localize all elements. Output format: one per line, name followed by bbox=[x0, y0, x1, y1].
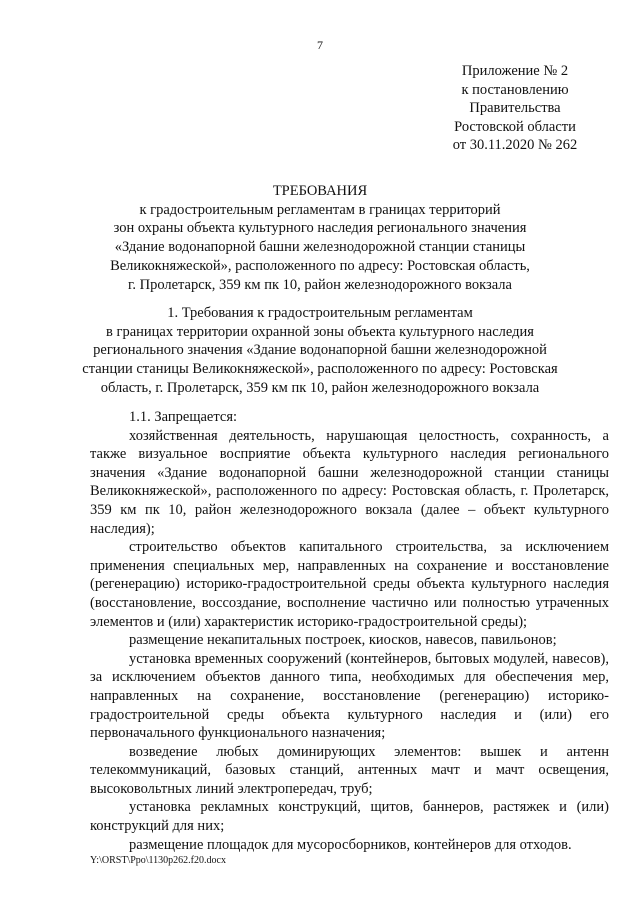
appendix-line: Ростовской области bbox=[454, 118, 576, 135]
clause-paragraph: размещение некапитальных построек, киосков, навесов, павильонов; bbox=[129, 632, 557, 649]
clause-intro: 1.1. Запрещается: bbox=[129, 409, 238, 425]
title-line: Великокняжеской», расположенного по адресу: Ростовская область, bbox=[110, 257, 530, 274]
clause-paragraph: хозяйственная деятельность, нарушающая целостность, сохранность, а также визуальное восприятие объекта культурного наследия регионального значения «Здание водонапорной башни железнодорожной станции станицы Великокняжеской», расположенного по адресу: Ростовская область, г. Пролетарск, 359 км пк 10, район железнодорожного вокзала (далее – объект культурного наследия); bbox=[90, 427, 609, 537]
clause-paragraph: установка временных сооружений (контейнеров, бытовых модулей, навесов), за исключением объектов данного типа, необходимых для обеспечения мер, направленных на сохранение, восстановление (регенерацию) историко-градостроительной среды объекта культурного наследия и (или) его первоначального функционального назначения; bbox=[90, 650, 609, 742]
appendix-line: от 30.11.2020 № 262 bbox=[452, 137, 578, 153]
document-title bbox=[0, 182, 640, 294]
clause-paragraph: размещение площадок для мусоросборников, контейнеров для отходов. bbox=[129, 836, 572, 853]
clause-paragraph: строительство объектов капитального строительства, за исключением применения специальных мер, направленных на сохранение и восстановление (регенерацию) историко-градостроительной среды объекта культурного наследия (восстановление, воссоздание, восполнение частично или полностью утраченных элементов и (или) характеристик историко-градостроительной среды); bbox=[90, 539, 609, 630]
section-heading-line: регионального значения «Здание водонапорной башни железнодорожной bbox=[93, 342, 547, 359]
section-heading-line: станции станицы Великокняжеской», расположенного по адресу: Ростовская bbox=[82, 361, 558, 378]
clause-paragraph: установка рекламных конструкций, щитов, баннеров, растяжек и (или) конструкций для них; bbox=[90, 799, 609, 835]
appendix-line: к постановлению bbox=[461, 81, 569, 98]
section-1-heading bbox=[0, 304, 640, 398]
appendix-block bbox=[430, 62, 600, 155]
title-line: «Здание водонапорной башни железнодорожной станции станицы bbox=[114, 239, 526, 256]
section-heading-line: в границах территории охранной зоны объекта культурного наследия bbox=[106, 323, 534, 340]
footer-file-path: Y:\ORST\Ppo\1130p262.f20.docx bbox=[90, 855, 226, 866]
title-heading: ТРЕБОВАНИЯ bbox=[272, 183, 368, 199]
appendix-line: Правительства bbox=[469, 100, 561, 116]
section-heading-line: 1. Требования к градостроительным регламентам bbox=[167, 305, 473, 321]
section-heading-line: область, г. Пролетарск, 359 км пк 10, район железнодорожного вокзала bbox=[100, 379, 540, 396]
body-text bbox=[90, 408, 609, 854]
title-line: зон охраны объекта культурного наследия регионального значения bbox=[113, 220, 527, 237]
title-line: г. Пролетарск, 359 км пк 10, район железнодорожного вокзала bbox=[128, 276, 512, 293]
clause-paragraph: возведение любых доминирующих элементов: вышек и антенн телекоммуникаций, базовых станций, антенных мачт и мачт освещения, высоковольтных линий электропередач, труб; bbox=[90, 743, 609, 797]
appendix-line: Приложение № 2 bbox=[461, 63, 569, 79]
page-number: 7 bbox=[317, 38, 323, 52]
title-line: к градостроительным регламентам в границах территорий bbox=[139, 201, 501, 218]
